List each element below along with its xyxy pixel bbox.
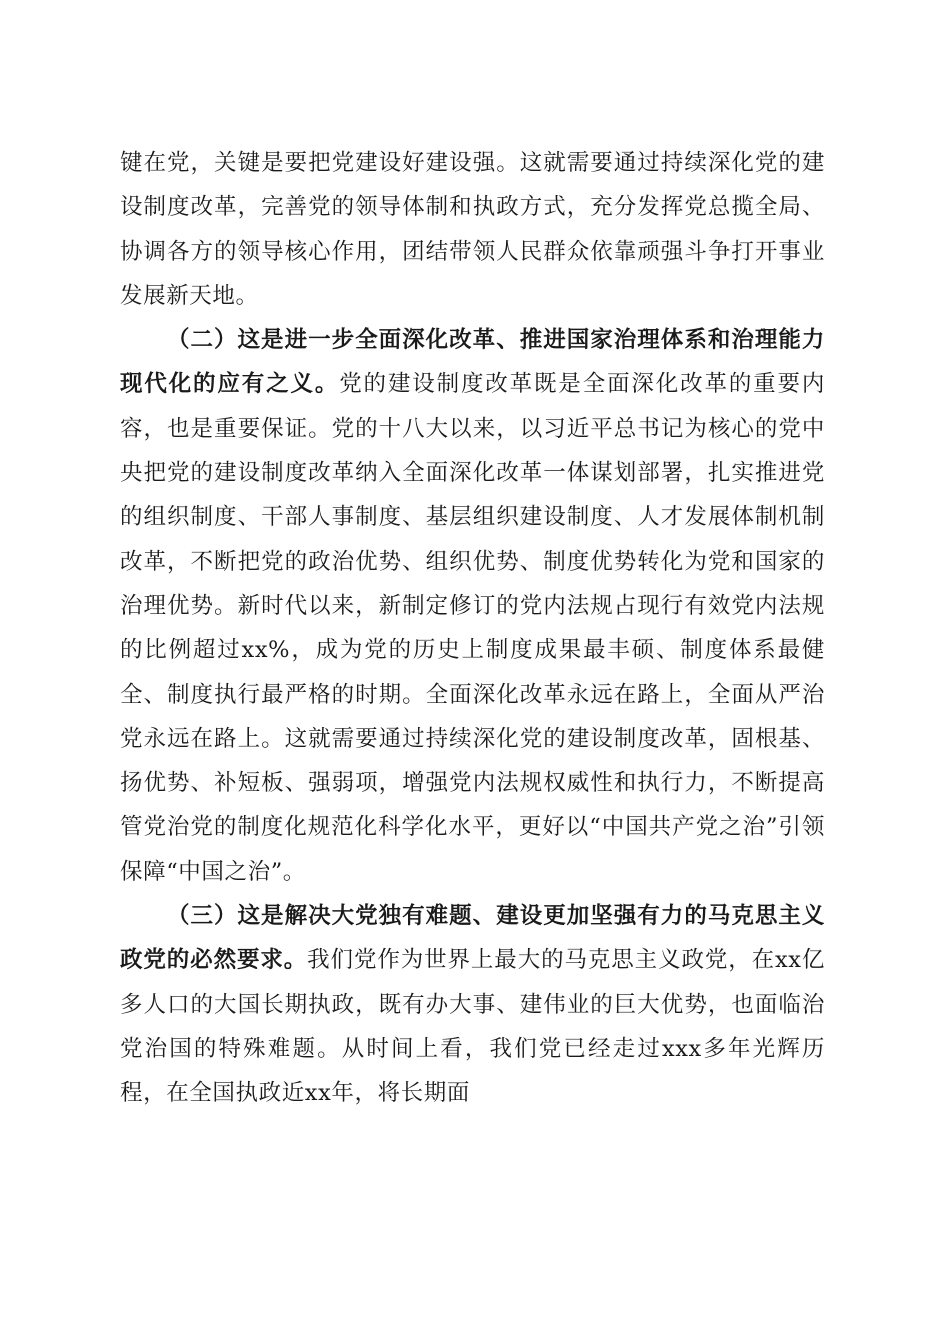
paragraph-2-body: 党的建设制度改革既是全面深化改革的重要内容，也是重要保证。党的十八大以来，以习近平总书记为核心的党中央把党的建设制度改革纳入全面深化改革一体谋划部署，扎实推进党的组织制度、干部人事制度、基层组织建设制度、人才发展体制机制改革，不断把党的政治优势、组织优势、制度优势转化为党和国家的治理优势。新时代以来，新制定修订的党内法规占现行有效党内法规的比例超过xx%，成为党的历史上制度成果最丰硕、制度体系最健全、制度执行最严格的时期。全面深化改革永远在路上，全面从严治党永远在路上。这就需要通过持续深化党的建设制度改革，固根基、扬优势、补短板、强弱项，增强党内法规权威性和执行力，不断提高管党治党的制度化规范化科学化水平，更好以“中国共产党之治”引领保障“中国之治”。 [120, 371, 825, 885]
paragraph-1 [120, 141, 825, 318]
paragraph-1-body: 键在党，关键是要把党建设好建设强。这就需要通过持续深化党的建设制度改革，完善党的领导体制和执政方式，充分发挥党总揽全局、协调各方的领导核心作用，团结带领人民群众依靠顽强斗争打开事业发展新天地。 [120, 150, 825, 309]
paragraph-3 [120, 894, 825, 1115]
document-body [120, 141, 825, 1116]
paragraph-2 [120, 318, 825, 894]
paragraph-3-heading: （三）这是解决大党独有难题、建设更加坚强有力的马克思主义政党的必然要求。 [120, 903, 825, 974]
paragraph-3-body: 我们党作为世界上最大的马克思主义政党，在xx亿多人口的大国长期执政，既有办大事、建伟业的巨大优势，也面临治党治国的特殊难题。从时间上看，我们党已经走过xxx多年光辉历程，在全国执政近xx年，将长期面 [120, 947, 825, 1107]
paragraph-2-heading: （二）这是进一步全面深化改革、推进国家治理体系和治理能力现代化的应有之义。 [120, 327, 825, 398]
